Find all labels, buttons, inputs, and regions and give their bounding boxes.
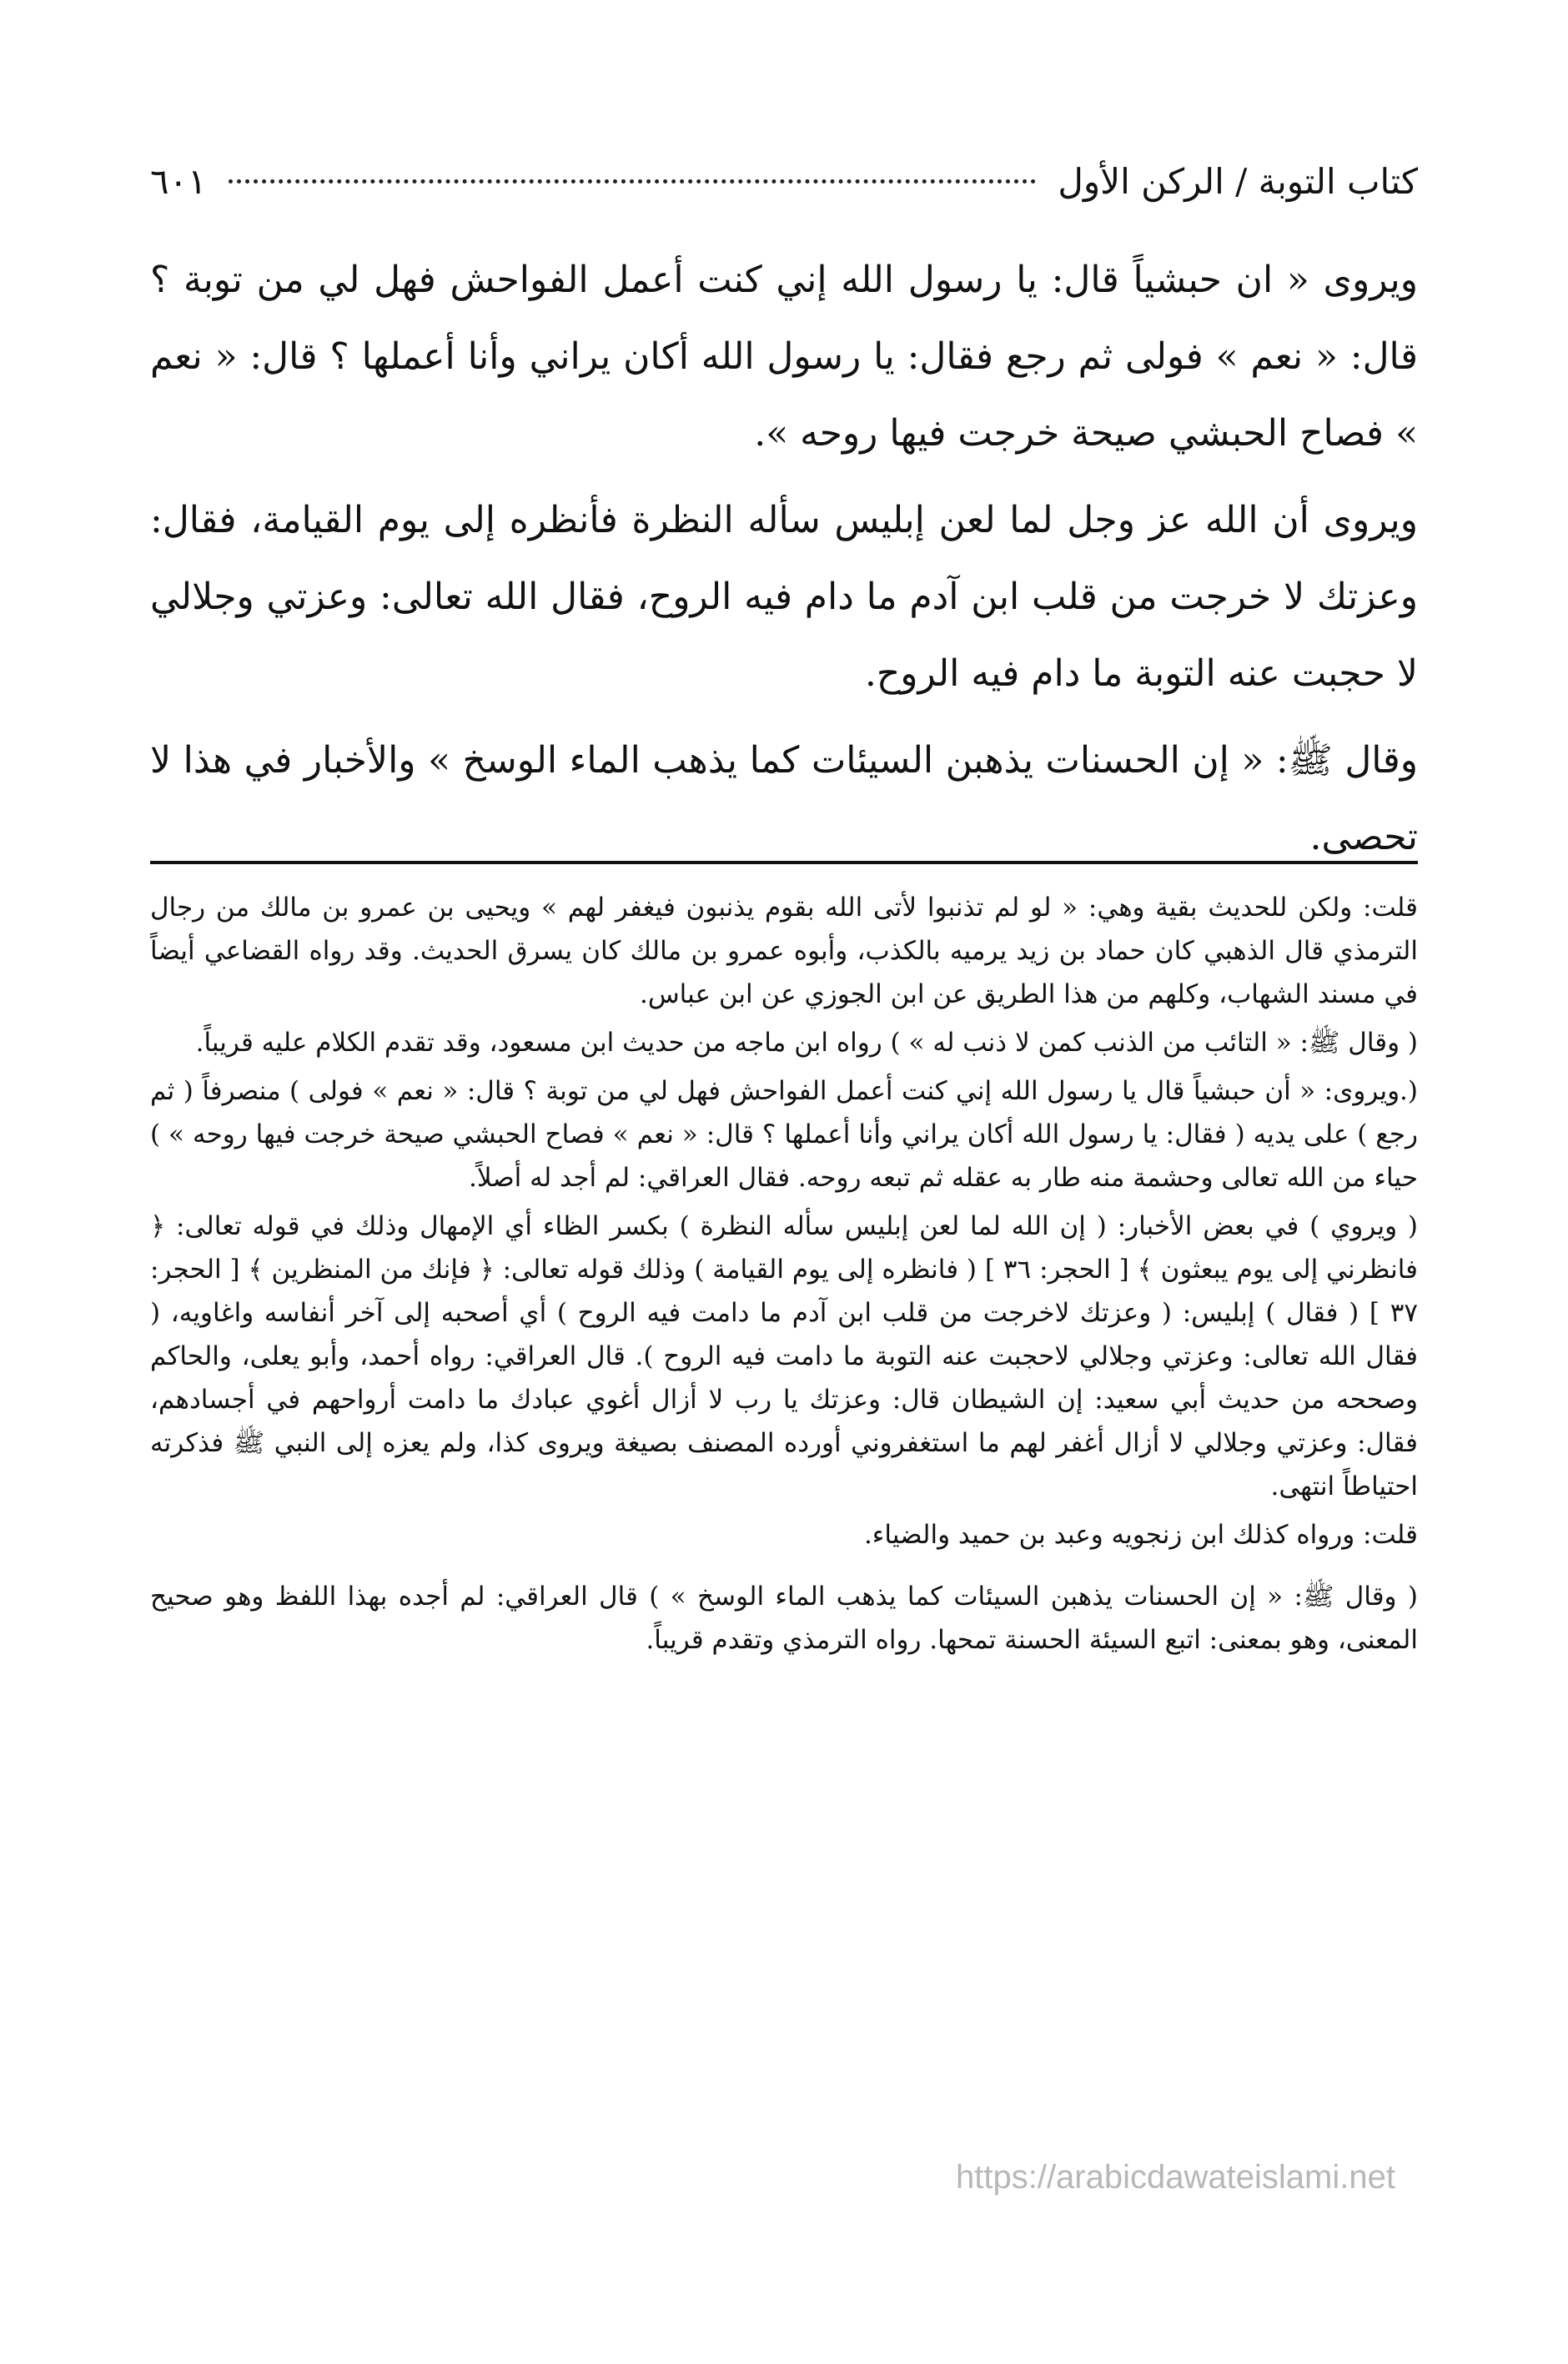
- commentary-paragraph: ( وقال ﷺ: « التائب من الذنب كمن لا ذنب له » ) رواه ابن ماجه من حديث ابن مسعود، وقد تقدم الكلام عليه قريباً.: [195, 1028, 1418, 1058]
- header-title: كتاب التوبة / الركن الأول: [1058, 161, 1418, 202]
- commentary-paragraph: قلت: ولكن للحديث بقية وهي: « لو لم تذنبوا لأتى الله بقوم يذنبون فيغفر لهم » ويحيى بن عمرو بن مالك من رجال الترمذي قال الذهبي كان حماد بن زيد يرميه بالكذب، وأبوه عمرو بن مالك كان يسرق الحديث. وقد رواه القضاعي أيضاً في مسند الشهاب، وكلهم من هذا الطريق عن ابن الجوزي عن ابن عباس.: [150, 893, 1419, 1009]
- main-text: [150, 242, 1418, 886]
- commentary-text: [150, 886, 1418, 1667]
- commentary-paragraph: قلت: ورواه كذلك ابن زنجويه وعبد بن حميد والضياء.: [863, 1520, 1418, 1550]
- commentary-paragraph: (.ويروى: « أن حبشياً قال يا رسول الله إني كنت أعمل الفواحش فهل لي من توبة ؟ قال: « نعم » فولى ) منصرفاً ( ثم رجع ) على يديه ( فقال: يا رسول الله أكان يراني وأنا أعملها ؟ قال: « نعم » فصاح الحبشي صيحة خرجت فيها روحه » ) حياء من الله تعالى وحشمة منه طار به عقله ثم تبعه روحه. فقال العراقي: لم أجد له أصلاً.: [150, 1076, 1418, 1193]
- running-header: [150, 158, 1418, 205]
- commentary-paragraph: ( ويروي ) في بعض الأخبار: ( إن الله لما لعن إبليس سأله النظرة ) بكسر الظاء أي الإمهال وذلك في قوله تعالى: ﴿ فانظرني إلى يوم يبعثون ﴾ [ الحجر: ٣٦ ] ( فانظره إلى يوم القيامة ) وذلك قوله تعالى: ﴿ فإنك من المنظرين ﴾ [ الحجر: ٣٧ ] ( فقال ) إبليس: ( وعزتك لاخرجت من قلب ابن آدم ما دامت فيه الروح ) أي أصحبه إلى آخر أنفاسه واغاويه، ( فقال الله تعالى: وعزتي وجلالي لاحجبت عنه التوبة ما دامت فيه الروح ). قال العراقي: رواه أحمد، وأبو يعلى، والحاكم وصححه من حديث أبي سعيد: إن الشيطان قال: وعزتك يا رب لا أزال أغوي عبادك ما دامت أرواحهم في أجسادهم، فقال: وعزتي وجلالي لا أزال أغفر لهم ما استغفروني أورده المصنف بصيغة ويروى كذا، ولم يعزه إلى النبي ﷺ فذكرته احتياطاً انتهى.: [150, 1211, 1418, 1501]
- watermark-url: https://arabicdawateislami.net: [956, 2159, 1395, 2196]
- main-paragraph: وقال ﷺ: « إن الحسنات يذهبن السيئات كما يذهب الماء الوسخ » والأخبار في هذا لا تحصى.: [150, 739, 1418, 858]
- main-paragraph: ويروى « ان حبشياً قال: يا رسول الله إني كنت أعمل الفواحش فهل لي من توبة ؟ قال: « نعم » فولى ثم رجع فقال: يا رسول الله أكان يراني وأنا أعملها ؟ قال: « نعم » فصاح الحبشي صيحة خرجت فيها روحه ».: [150, 259, 1418, 455]
- commentary-paragraph: ( وقال ﷺ: « إن الحسنات يذهبن السيئات كما يذهب الماء الوسخ » ) قال العراقي: لم أجده بهذا اللفظ وهو صحيح المعنى، وهو بمعنى: اتبع السيئة الحسنة تمحها. رواه الترمذي وتقدم قريباً.: [150, 1582, 1418, 1655]
- separator-rule: [150, 861, 1418, 864]
- main-paragraph: ويروى أن الله عز وجل لما لعن إبليس سأله النظرة فأنظره إلى يوم القيامة، فقال: وعزتك لا خرجت من قلب ابن آدم ما دام فيه الروح، فقال الله تعالى: وعزتي وجلالي لا حجبت عنه التوبة ما دام فيه الروح.: [150, 499, 1418, 695]
- header-dot-leader: [229, 179, 1037, 184]
- page-number: ٦٠١: [150, 161, 207, 202]
